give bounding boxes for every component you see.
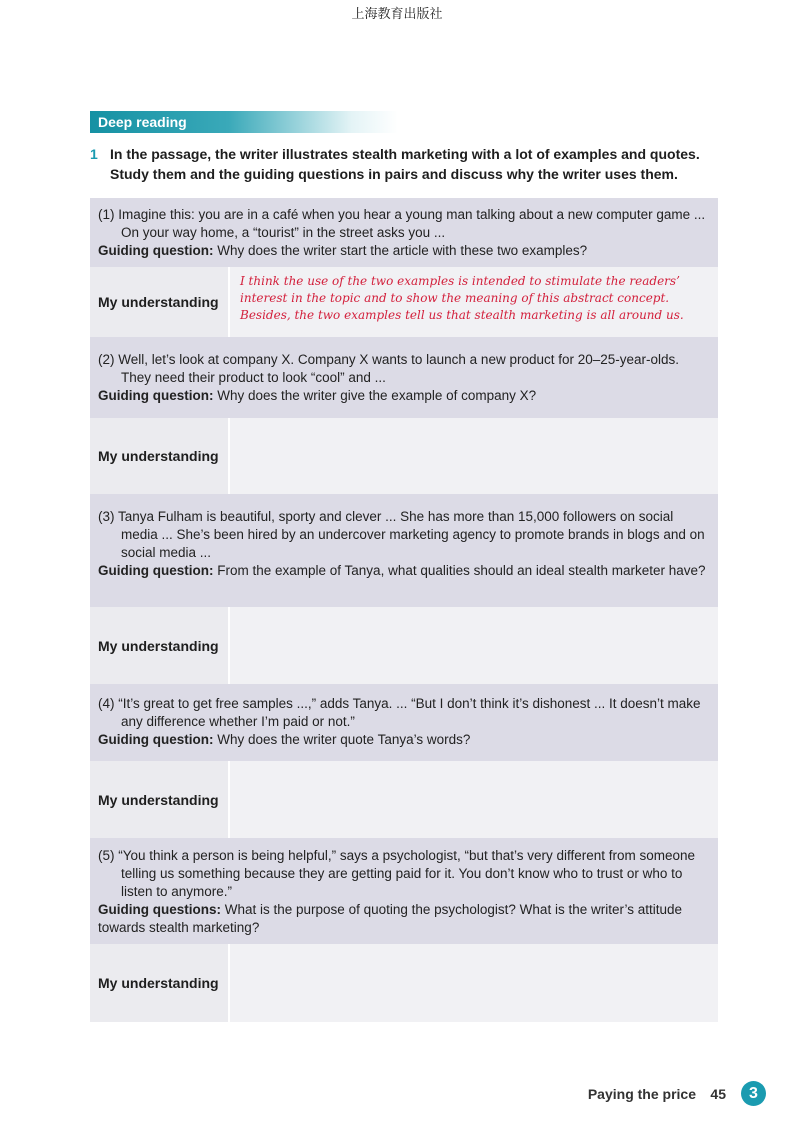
- guiding-question-text: Why does the writer give the example of company X?: [213, 388, 537, 403]
- answer-row: [90, 267, 718, 337]
- answer-label: My understanding: [90, 418, 230, 494]
- answer-row: [90, 761, 718, 838]
- publisher-header: 上海教育出版社: [351, 7, 443, 22]
- answer-field[interactable]: [230, 607, 718, 684]
- unit-title: Paying the price: [587, 1086, 696, 1102]
- question-table: [90, 198, 718, 1022]
- section-title: Deep reading: [98, 114, 187, 130]
- guiding-question-label: Guiding question:: [98, 388, 214, 403]
- guiding-question: [98, 562, 710, 580]
- answer-row: [90, 418, 718, 494]
- guiding-question: [98, 901, 710, 937]
- guiding-question: [98, 387, 710, 405]
- answer-field[interactable]: I think the use of the two examples is intended to stimulate the readers’ interest in the topic and to show the meaning of this abstract concept. Besides, the two examples tell us that stealth marketing is all around us.: [230, 267, 718, 337]
- passage-excerpt: (2) Well, let’s look at company X. Company X wants to launch a new product for 20–25-year-olds. They need their product to look “cool” and ...: [98, 352, 680, 385]
- passage-excerpt: (1) Imagine this: you are in a café when you hear a young man talking about a new computer game ... On your way home, a “tourist” in the street asks you ...: [98, 207, 706, 240]
- unit-badge: 3: [741, 1081, 766, 1106]
- task-number: 1: [90, 146, 98, 162]
- question-row: [90, 198, 718, 267]
- guiding-question-text: Why does the writer quote Tanya’s words?: [213, 732, 471, 747]
- answer-label: My understanding: [90, 944, 230, 1022]
- guiding-question-text: Why does the writer start the article with these two examples?: [213, 243, 588, 258]
- question-row: [90, 838, 718, 944]
- passage-excerpt: (3) Tanya Fulham is beautiful, sporty and clever ... She has more than 15,000 followers on social media ... She’s been hired by an undercover marketing agency to promote brands in blogs and on social media ...: [98, 509, 705, 560]
- guiding-question-text: What is the purpose of quoting the psychologist? What is the writer’s attitude towards stealth marketing?: [98, 902, 682, 935]
- guiding-question-label: Guiding question:: [98, 243, 214, 258]
- guiding-question-text: From the example of Tanya, what qualities should an ideal stealth marketer have?: [213, 563, 706, 578]
- answer-row: [90, 607, 718, 684]
- guiding-question-label: Guiding questions:: [98, 902, 221, 917]
- guiding-question-label: Guiding question:: [98, 563, 214, 578]
- answer-field[interactable]: [230, 418, 718, 494]
- question-row: [90, 494, 718, 607]
- passage-excerpt: (4) “It’s great to get free samples ...,” adds Tanya. ... “But I don’t think it’s dishonest ... It doesn’t make any difference whether I’m paid or not.”: [98, 696, 701, 729]
- section-header: [90, 111, 398, 133]
- page-number: 45: [710, 1086, 726, 1102]
- answer-label: My understanding: [90, 607, 230, 684]
- question-row: [90, 684, 718, 761]
- answer-label: My understanding: [90, 267, 230, 337]
- answer-label: My understanding: [90, 761, 230, 838]
- answer-field[interactable]: [230, 761, 718, 838]
- passage-excerpt: (5) “You think a person is being helpful,” says a psychologist, “but that’s very different from someone telling us something because they are getting paid for it. You don’t know who to trust or who to listen to anymore.”: [98, 848, 696, 899]
- answer-field[interactable]: [230, 944, 718, 1022]
- page-footer: [560, 1082, 770, 1108]
- guiding-question: [98, 731, 710, 749]
- guiding-question-label: Guiding question:: [98, 732, 214, 747]
- answer-row: [90, 944, 718, 1022]
- question-row: [90, 337, 718, 418]
- task-instruction: [90, 144, 730, 184]
- task-text: In the passage, the writer illustrates stealth marketing with a lot of examples and quotes. Study them and the guiding questions in pairs and discuss why the writer uses them.: [110, 146, 700, 182]
- guiding-question: [98, 242, 710, 260]
